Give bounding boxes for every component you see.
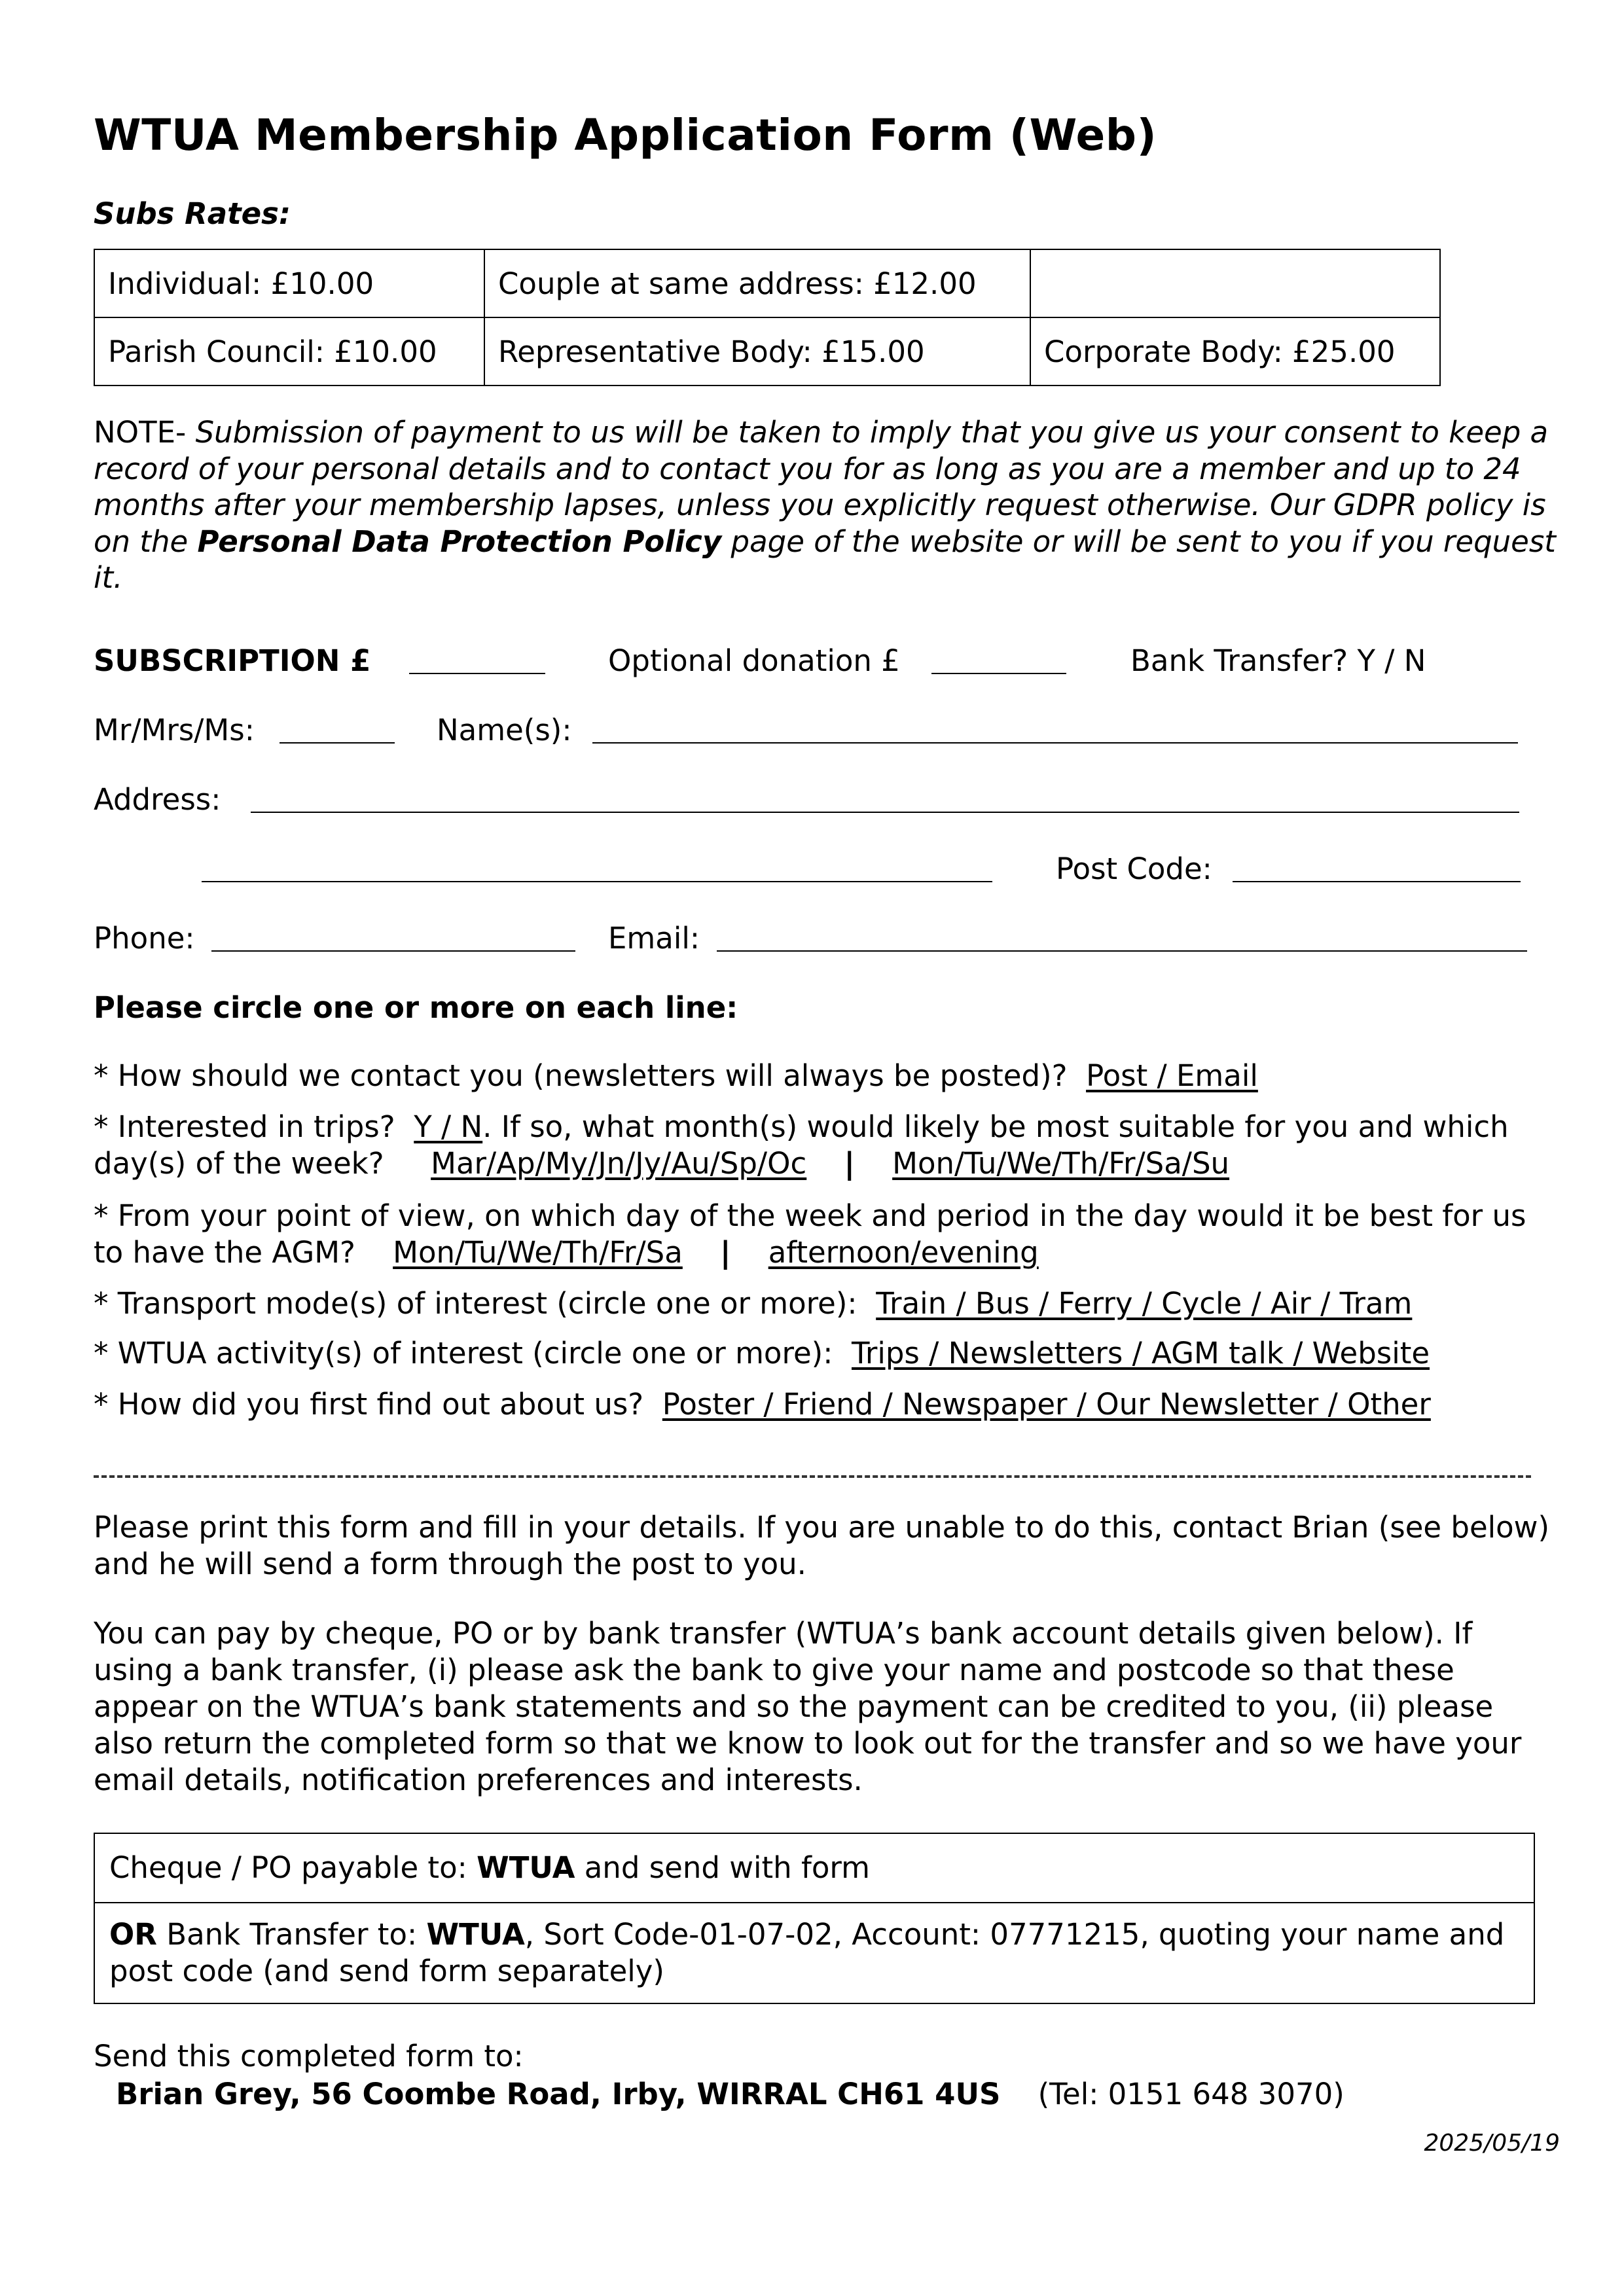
phone-label: Phone:	[94, 921, 195, 956]
question-activity	[94, 1335, 1560, 1372]
address-line-1-field[interactable]	[251, 784, 1519, 813]
q4-text: * Transport mode(s) of interest (circle one or more):	[94, 1286, 857, 1321]
q3-text: * From your point of view, on which day of the week and period in the day would it be best for us to have the AGM?	[94, 1198, 1526, 1270]
send-to-label: Send this completed form to:	[94, 2039, 524, 2073]
form-title: WTUA Membership Application Form (Web)	[94, 110, 1157, 160]
payment-bank-row	[95, 1903, 1534, 2003]
postcode-field[interactable]	[1233, 853, 1521, 882]
send-to-line	[116, 2076, 1344, 2113]
circle-heading: Please circle one or more on each line:	[94, 990, 738, 1025]
address-line-2-field[interactable]	[202, 853, 992, 882]
q3-days[interactable]: Mon/Tu/We/Th/Fr/Sa	[393, 1235, 683, 1270]
question-trips	[94, 1109, 1560, 1182]
question-transport	[94, 1285, 1560, 1322]
subscription-label: SUBSCRIPTION £	[94, 643, 371, 678]
q1-text: * How should we contact you (newsletters will always be posted)?	[94, 1058, 1068, 1093]
q6-text: * How did you first find out about us?	[94, 1387, 644, 1422]
cheque-suffix: and send with form	[584, 1850, 870, 1885]
cheque-payee: WTUA	[477, 1850, 575, 1885]
subs-rates-table	[94, 249, 1441, 386]
note-policy-link: Personal Data Protection Policy	[197, 524, 722, 559]
cut-line-divider	[94, 1475, 1531, 1478]
rate-parish-council: Parish Council: £10.00	[94, 317, 484, 386]
rate-individual: Individual: £10.00	[94, 249, 484, 317]
bank-details: , Sort Code-01-07-02, Account: 07771215, quoting your name and post code (and send form separately)	[109, 1917, 1505, 1988]
names-field[interactable]	[592, 715, 1518, 744]
note-text: Submission of payment to us will be taken to imply that you give us your consent to keep a record of your personal details and to contact you for as long as you are a member and up to 24 months after your membership lapses, unless you explicitly request otherwise. Our GDPR policy is on the	[94, 415, 1549, 559]
donation-field[interactable]	[931, 645, 1066, 674]
bank-prefix: Bank Transfer to:	[166, 1917, 418, 1952]
address-label: Address:	[94, 782, 221, 817]
q3-period[interactable]: afternoon/evening	[768, 1235, 1039, 1270]
payment-box	[94, 1833, 1535, 2004]
rate-representative-body: Representative Body: £15.00	[484, 317, 1030, 386]
rate-empty-cell	[1030, 249, 1440, 317]
cheque-prefix: Cheque / PO payable to:	[109, 1850, 467, 1885]
form-date: 2025/05/19	[1424, 2130, 1560, 2157]
title-field[interactable]	[280, 715, 395, 744]
q4-options[interactable]: Train / Bus / Ferry / Cycle / Air / Tram	[876, 1286, 1413, 1321]
send-to-address: Brian Grey, 56 Coombe Road, Irby, WIRRAL CH61 4US	[116, 2077, 1001, 2111]
instructions-print: Please print this form and fill in your details. If you are unable to do this, contact Brian (see below) and he will send a form through the post to you.	[94, 1510, 1550, 1581]
q5-text: * WTUA activity(s) of interest (circle one or more):	[94, 1336, 833, 1371]
email-label: Email:	[608, 921, 700, 956]
q2-text: * Interested in trips?	[94, 1109, 395, 1144]
rate-corporate-body: Corporate Body: £25.00	[1030, 317, 1440, 386]
q2-separator: |	[844, 1146, 855, 1181]
bank-transfer-choice[interactable]: Bank Transfer? Y / N	[1130, 643, 1426, 678]
bank-payee: WTUA	[426, 1917, 525, 1952]
rates-row	[94, 249, 1440, 317]
instructions-payment: You can pay by cheque, PO or by bank transfer (WTUA’s bank account details given below). If using a bank transfer, (i) please ask the bank to give your name and postcode so that these appear on the WTUA’s bank statements and so the payment can be credited to you, (ii) please also return the completed form so that we know to look out for the transfer and so we have your email details, notification preferences and interests.	[94, 1616, 1522, 1797]
rate-couple: Couple at same address: £12.00	[484, 249, 1030, 317]
payment-cheque-row	[95, 1834, 1534, 1903]
send-to-tel: (Tel: 0151 648 3070)	[1038, 2077, 1344, 2111]
q2-yes-no[interactable]: Y / N	[414, 1109, 483, 1144]
q2-text-b: . If so, what month(s) would likely be most suitable for you and which day(s) of the week?	[94, 1109, 1509, 1181]
donation-label: Optional donation £	[608, 643, 900, 678]
q2-months[interactable]: Mar/Ap/My/Jn/Jy/Au/Sp/Oc	[431, 1146, 807, 1181]
q5-options[interactable]: Trips / Newsletters / AGM talk / Website	[851, 1336, 1430, 1371]
question-contact-method	[94, 1058, 1560, 1094]
or-label: OR	[109, 1917, 157, 1952]
question-agm	[94, 1198, 1560, 1271]
q1-options[interactable]: Post / Email	[1086, 1058, 1258, 1093]
names-label: Name(s):	[437, 713, 572, 747]
q6-options[interactable]: Poster / Friend / Newspaper / Our Newsletter / Other	[662, 1387, 1431, 1422]
subs-rates-heading: Subs Rates:	[94, 196, 291, 231]
gdpr-note	[94, 414, 1560, 596]
q2-days[interactable]: Mon/Tu/We/Th/Fr/Sa/Su	[892, 1146, 1230, 1181]
title-label: Mr/Mrs/Ms:	[94, 713, 255, 747]
subscription-field[interactable]	[409, 645, 545, 674]
q3-separator: |	[720, 1235, 731, 1270]
postcode-label: Post Code:	[1056, 852, 1212, 886]
rates-row	[94, 317, 1440, 386]
email-field[interactable]	[717, 923, 1527, 952]
phone-field[interactable]	[211, 923, 575, 952]
question-found-us	[94, 1386, 1560, 1423]
note-text-end: page of the website or will be sent to you if you request it.	[94, 524, 1556, 595]
note-prefix: NOTE-	[94, 415, 187, 450]
